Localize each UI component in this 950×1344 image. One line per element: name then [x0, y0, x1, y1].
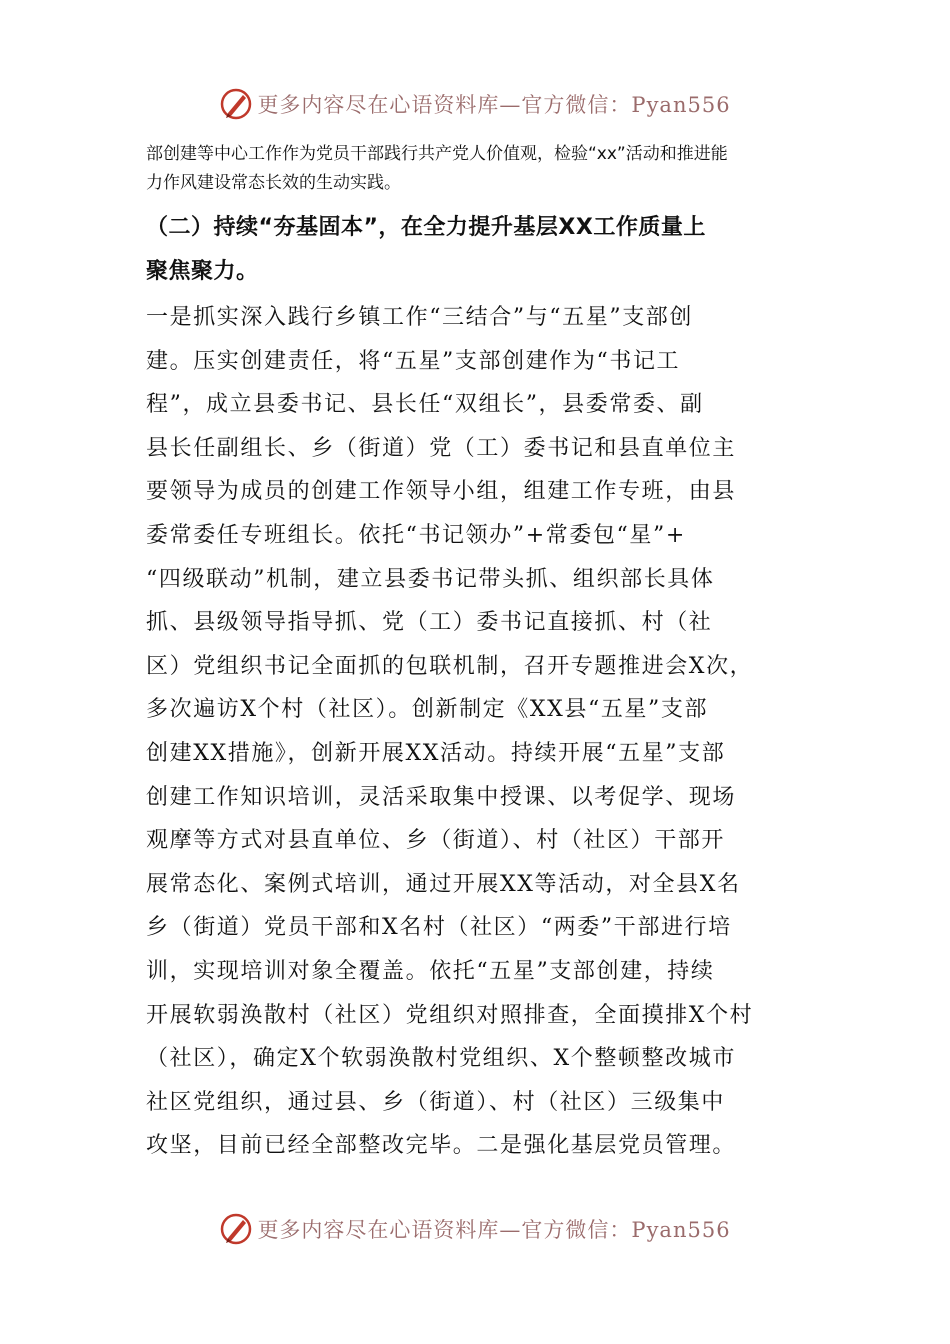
heading-line: 聚焦聚力。 — [146, 259, 259, 284]
text-line: 建。压实创建责任，将“五星”支部创建作为“书记工 — [146, 348, 681, 374]
section-heading — [146, 206, 806, 294]
text-line: 创建工作知识培训，灵活采取集中授课、以考促学、现场 — [146, 784, 737, 810]
text-line: 展常态化、案例式培训，通过开展XX等活动，对全县X名 — [146, 871, 741, 897]
text-line: 要领导为成员的创建工作领导小组，组建工作专班，由县 — [146, 479, 737, 505]
text-line: 攻坚，目前已经全部整改完毕。二是强化基层党员管理。 — [146, 1133, 737, 1159]
text-line: 一是抓实深入践行乡镇工作“三结合”与“五星”支部创 — [146, 305, 693, 330]
text-line: 创建XX措施》，创新开展XX活动。持续开展“五星”支部 — [146, 740, 726, 766]
text-line: 乡（街道）党员干部和X名村（社区）“两委”干部进行培 — [146, 915, 732, 941]
banner-text: 更多内容尽在心语资料库—官方微信：Pyan556 — [257, 1218, 731, 1242]
text-line: 程”，成立县委书记、县长任“双组长”，县委常委、副 — [146, 392, 704, 418]
heading-line: （二）持续“夯基固本”，在全力提升基层XX工作质量上 — [146, 215, 706, 240]
text-line: 抓、县级领导指导抓、党（工）委书记直接抓、村（社 — [146, 610, 713, 636]
text-line: 县长任副组长、乡（街道）党（工）委书记和县直单位主 — [146, 435, 737, 461]
banner-text: 更多内容尽在心语资料库—官方微信：Pyan556 — [257, 93, 731, 117]
text-line: “四级联动”机制，建立县委书记带头抓、组织部长具体 — [146, 566, 715, 592]
text-line: 力作风建设常态长效的生动实践。 — [146, 173, 401, 193]
text-line: 训，实现培训对象全覆盖。依托“五星”支部创建，持续 — [146, 958, 715, 984]
text-line: 委常委任专班组长。依托“书记领办”+常委包“星”+ — [146, 522, 686, 548]
text-line: 区）党组织书记全面抓的包联机制，召开专题推进会X次， — [146, 653, 754, 679]
intro-paragraph — [146, 140, 806, 198]
pen-logo-icon — [219, 1212, 253, 1246]
text-line: 多次遍访X个村（社区）。创新制定《XX县“五星”支部 — [146, 697, 709, 723]
text-line: 部创建等中心工作作为党员干部践行共产党人价值观，检验“xx”活动和推进能 — [146, 144, 728, 164]
text-line: 观摩等方式对县直单位、乡（街道）、村（社区）干部开 — [146, 828, 726, 854]
body-paragraph — [146, 296, 816, 1168]
text-line: （社区），确定X个软弱涣散村党组织、X个整顿整改城市 — [146, 1046, 736, 1072]
text-line: 开展软弱涣散村（社区）党组织对照排查，全面摸排X个村 — [146, 1002, 754, 1028]
text-line: 社区党组织，通过县、乡（街道）、村（社区）三级集中 — [146, 1089, 726, 1115]
pen-logo-icon — [219, 87, 253, 121]
footer-banner — [0, 1209, 950, 1249]
header-banner — [0, 84, 950, 124]
